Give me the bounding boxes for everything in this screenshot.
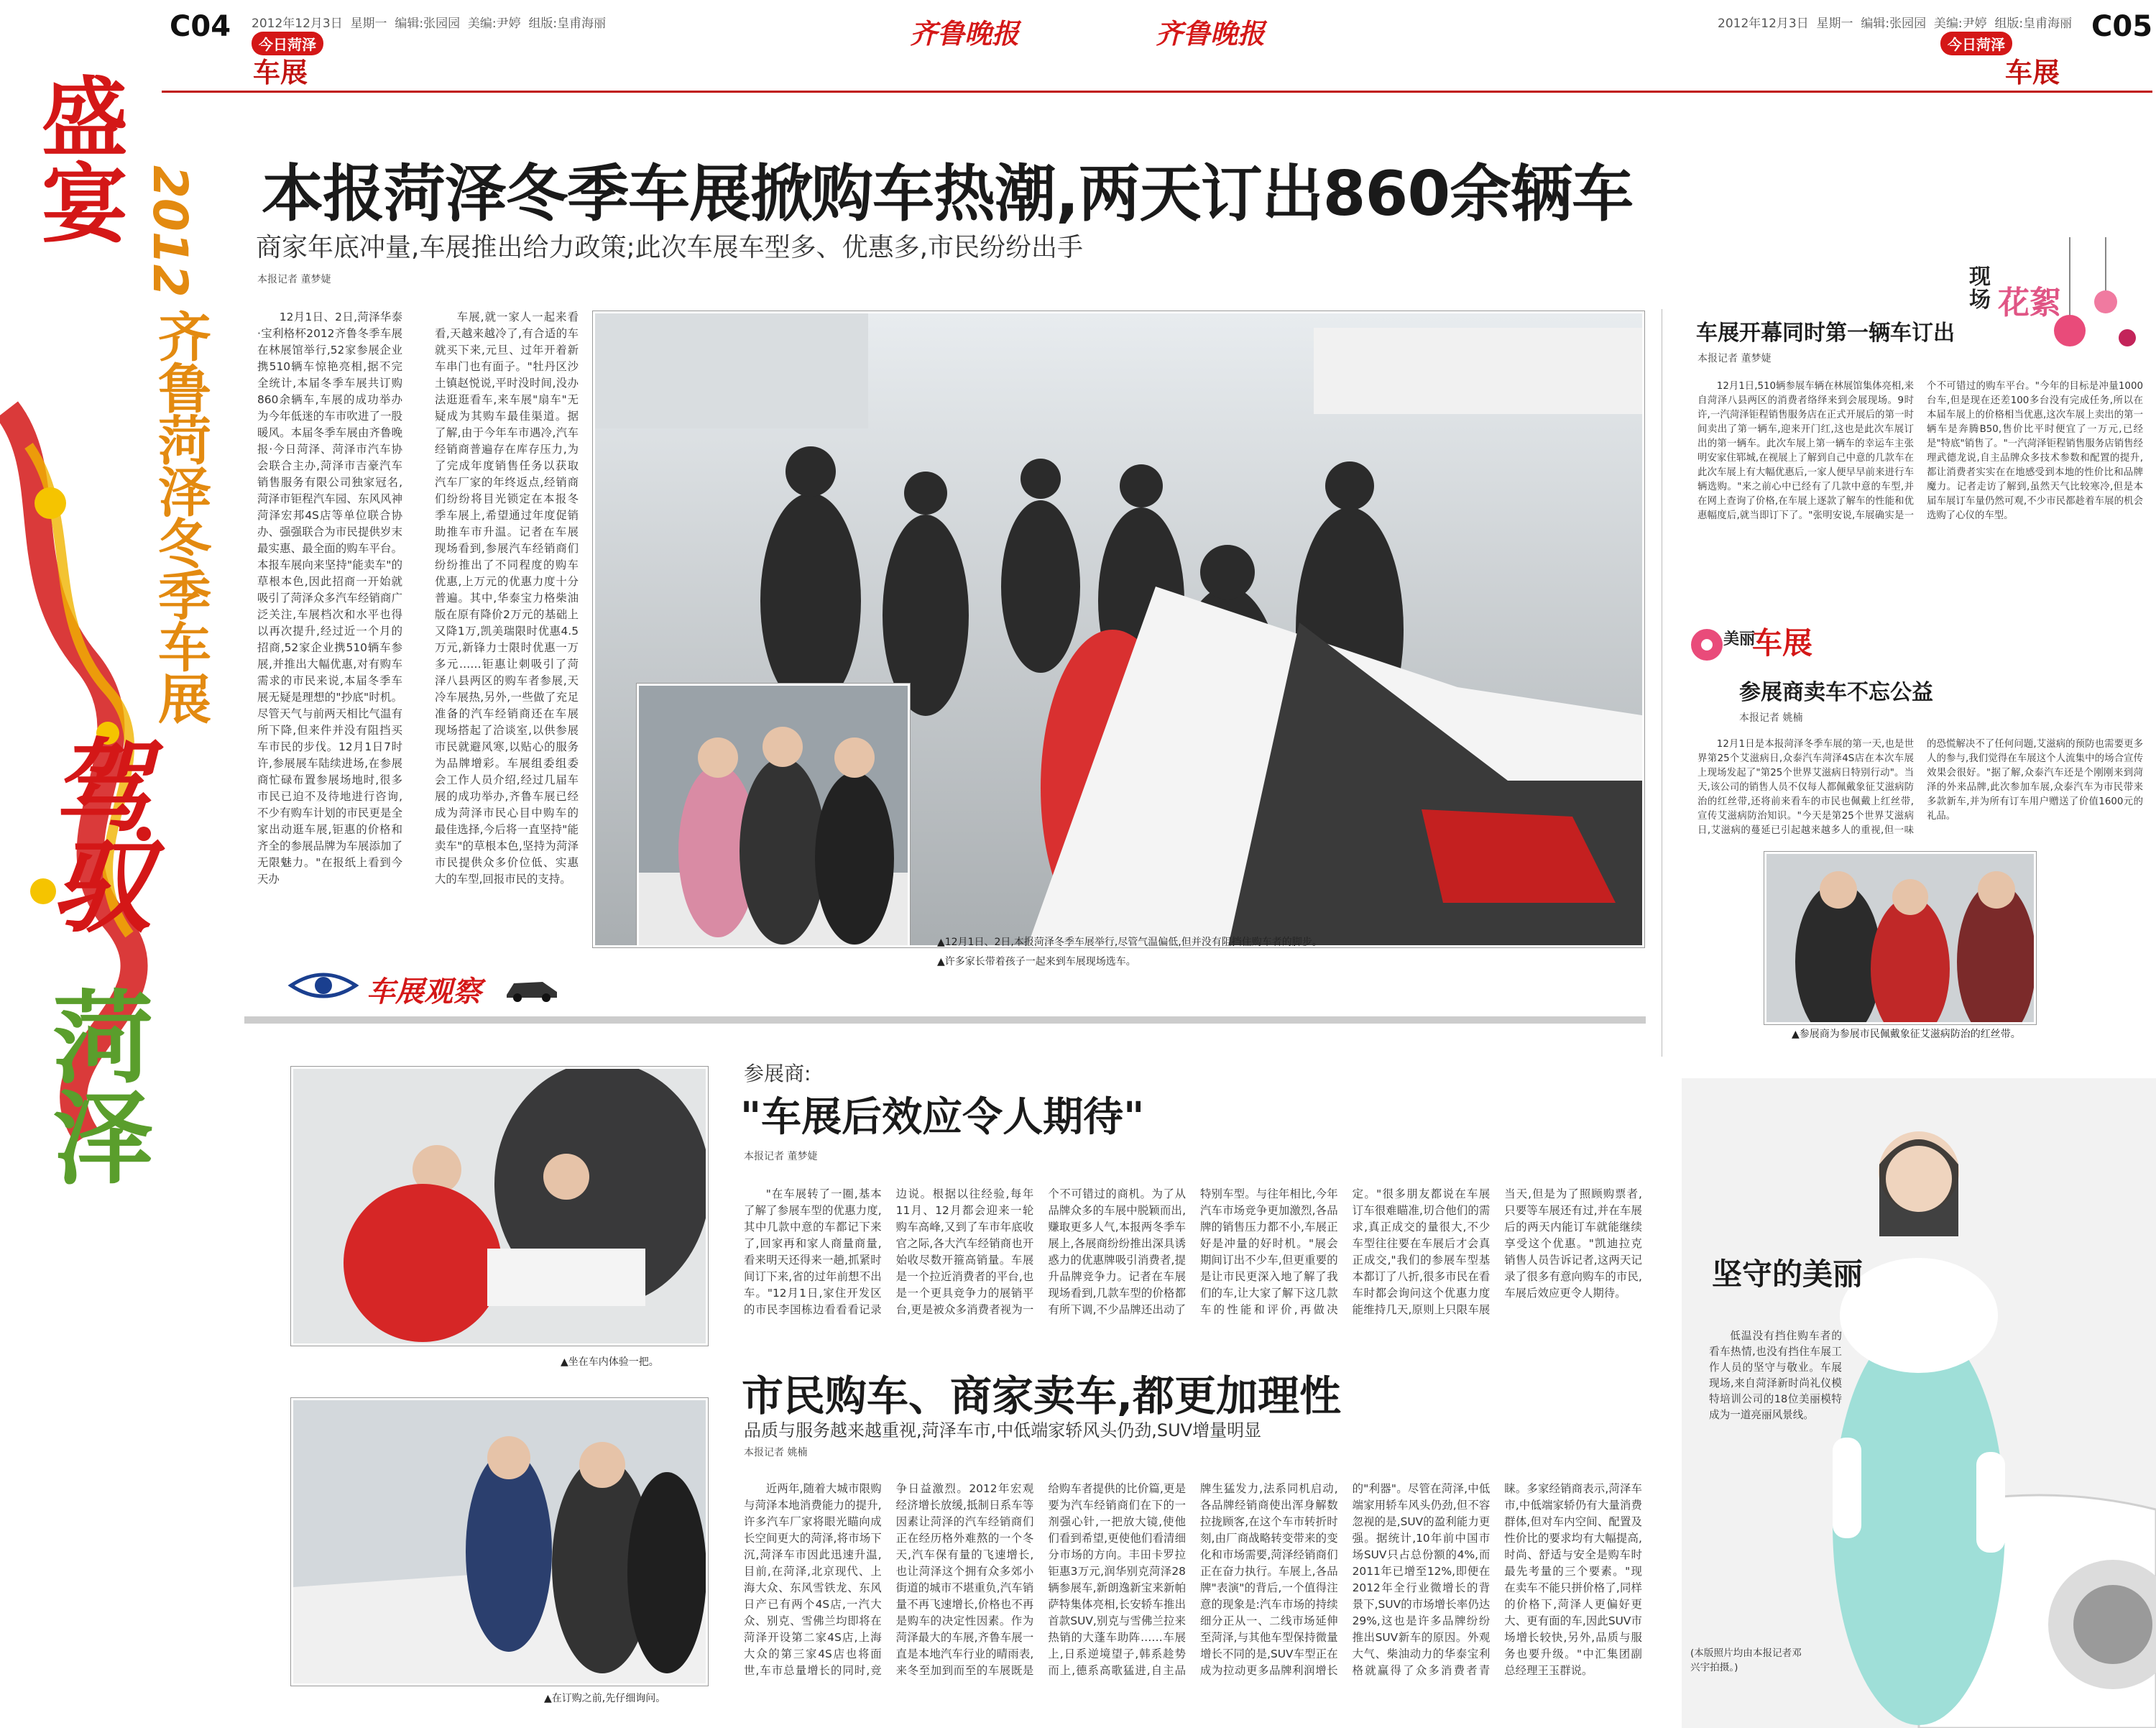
- photo-inquiry-caption: ▲在订购之前,先仔细询问。: [544, 1693, 666, 1704]
- main-photo-caption: ▲12月1日、2日,本报菏泽冬季车展举行,尽管气温偏低,但并没有阻挡住购车者的脚步。: [937, 937, 1322, 948]
- article2-headline: "车展后效应令人期待": [740, 1093, 1145, 1141]
- header-weekday: 星期一: [1816, 17, 1853, 31]
- header-layout: 组版:皇甫海丽: [528, 17, 607, 31]
- sidebar-item1-body: [1697, 380, 2143, 617]
- photo-credit: [1690, 1646, 1805, 1675]
- header-tag-left: 今日菏泽: [252, 32, 323, 55]
- header-layout: 组版:皇甫海丽: [1994, 17, 2073, 31]
- sidebar-label-flower: 花絮: [1998, 285, 2061, 321]
- label-chezhan: 车展: [1752, 625, 1813, 661]
- photo-interior-caption: ▲坐在车内体验一把。: [561, 1356, 659, 1368]
- paragraph: 12月1日、2日,菏泽华泰·宝利格杯2012齐鲁冬季车展在林展馆举行,52家参展企业携510辆车惊艳亮相,据不完全统计,本届冬季车展共订购860余辆车,车展的成功举办为今年低迷的车市吹进了一股暖风。本届冬季车展由齐鲁晚报·今日菏泽、菏泽市汽车协会联合主办,菏泽市吉豪汽车销售服务有限公司独家冠名,菏泽市钜程汽车园、东风风神菏泽宏邦4S店等单位联合协办、强强联合为市民提供岁末最实惠、最全面的购车平台。本报车展向来坚持"能卖车"的草根本色,因此招商一开始就吸引了菏泽众多汽车经销商广泛关注,车展档次和水平也得以再次提升,经过近一个月的招商,52家企业携510辆车参展,并推出大幅优惠,对有购车需求的市民来说,本届冬季车展无疑是理想的"抄底"时机。尽管天气与前两天相比气温有所下降,但来件并没有阻挡买车市民的步伐。12月1日7时许,参展展车陆续进场,在参展商忙碌布置参展场地时,很多市民已迫不及待地进行咨询,不少有购车计划的市民更是全家出动逛车展,钜惠的价格和齐全的参展品牌为车展添加了无限魅力。"在报纸上看到今天办: [257, 311, 402, 886]
- credit-text: (本版照片均由本报记者邓兴宇拍摄。): [1690, 1647, 1802, 1673]
- beauty-text: [1709, 1328, 1842, 1522]
- beauty-title: 坚守的美丽: [1712, 1256, 1864, 1292]
- banner-drive: 驾驭: [34, 733, 152, 934]
- header-editor: 编辑:张园园: [1861, 17, 1927, 31]
- observation-label: 车展观察: [367, 975, 482, 1008]
- banner-event-name: 齐鲁菏泽冬季车展: [149, 309, 211, 723]
- section-divider: [244, 1016, 1646, 1024]
- banner-title-feast: 盛宴: [27, 72, 129, 244]
- paragraph: 低温没有挡住购车者的看车热情,也没有挡住车展工作人员的坚守与敬业。车展现场,来自菏泽新时尚礼仪模特培训公司的18位美丽模特成为一道亮丽风景线。: [1709, 1330, 1842, 1421]
- main-subhead: 商家年底冲量,车展推出给力政策;此次车展车型多、优惠多,市民纷纷出手: [256, 233, 1084, 262]
- page-number-right: C05: [2091, 10, 2153, 43]
- inset-photo-caption: ▲许多家长带着孩子一起来到车展现场选车。: [937, 956, 1136, 968]
- sidebar-item2-body: [1697, 737, 2143, 845]
- sidebar-item2-byline: 本报记者 姚楠: [1739, 712, 1803, 724]
- header-meta-right: [1718, 13, 2072, 31]
- paragraph: 12月1日,510辆参展车辆在林展馆集体亮相,来自菏泽八县两区的消费者络绎来到会展现场。9时许,一汽菏泽钜程销售服务店在正式开展后的第一时间卖出了第一辆车,迎来开门红,这也是此次车展订出的第一辆车。此次车展上第一辆车的幸运车主张明安家住郓城,在视展上了解到自己中意的几款车在此次车展上有大幅优惠后,一家人便早早前来进行车辆选购。"来之前心中已经有了几款中意的车型,并在网上查询了价格,在车展上逐款了解车的性能和优惠幅度后,就当即订下了。"张明安说,车展确实是一个不可错过的购车平台。"今年的目标是冲量1000台车,但是现在还差100多台没有完成任务,所以在本届车展上的价格相当优惠,这次车展上卖出的第一辆车是奔腾B50,售价比平时便宜了一万元,已经是"特底"销售了。"一汽菏泽钜程销售服务店销售经理武德龙说,自主品牌众多技术参数和配置的提升,都让消费者实实在在地感受到本地的性价比和品牌魔力。记者走访了解到,虽然天气比较寒冷,但是本届车展订车量仍然可观,不少市民都趁着车展的机会选购了心仪的车型。: [1697, 381, 2143, 521]
- header-weekday: 星期一: [350, 17, 387, 31]
- paragraph: "在车展转了一圈,基本了解了参展车型的优惠力度,其中几款中意的车都记下来了,回家再和家人商量商量,看来明天还得来一趟,抓紧时间订下来,省的过年前想不出车。"12月1日,家住开发区的市民李国栋边看看看记录边说。根据以往经验,每年11月、12月都会迎来一轮购车高峰,又到了车市年底收官之际,各大汽车经销商也开始收尽数开箍高销量。车展是一个拉近消费者的平台,也是一个更具竞争力的展销平台,更是被众多消费者视为一个不可错过的商机。为了从品牌众多的车展中脱颖而出,赚取更多人气,本报两冬季车展上,各展商纷纷推出深具诱惑力的优惠牌吸引消费者,提升品牌竞争力。记者在车展现场看到,几款车型的价格都有所下调,不少品牌还出动了特别车型。与往年相比,今年汽车市场竞争更加激烈,各品牌的销售压力都不小,车展正好是冲量的好时机。"展会期间订出不少车,但更重要的是让市民更深入地了解了我们的车,让大家了解下这几款车的性能和评价,再做决定。"很多朋友都说在车展订车很难瞄准,切合他们的需求,真正成交的量很大,不少车型往往要在车展后才会真正成交,"我们的参展车型基本都订了八折,很多市民在看车时都会询问这个优惠力度能维持几天,原则上只限车展当天,但是为了照顾购票者,只要等车展还有过,并在车展后的两天内能订车就能继续享受这个优惠。"凯迪拉克销售人员告诉记者,这两天记录了很多有意向购车的市民,车展后效应更令人期待。: [744, 1187, 1642, 1316]
- header-meta-left: [252, 13, 606, 31]
- header-art: 美编:尹婷: [467, 17, 521, 31]
- article3-headline: 市民购车、商家卖车,都更加理性: [742, 1371, 1342, 1420]
- article2-kicker: 参展商:: [744, 1062, 811, 1085]
- car-icon: [503, 973, 561, 1002]
- main-headline: 本报菏泽冬季车展掀购车热潮,两天订出860余辆车: [262, 158, 1634, 230]
- header-art: 美编:尹婷: [1933, 17, 1987, 31]
- masthead-logo-right: 齐鲁晚报: [1156, 17, 1266, 50]
- label-meili: 美丽: [1723, 630, 1756, 648]
- section-title-left: 车展: [253, 57, 308, 88]
- main-byline: 本报记者 董梦婕: [257, 274, 331, 285]
- paragraph: 车展,就一家人一起来看看,天越来越冷了,有合适的车就买下来,元旦、过年开着新车串门也有面子。"牡丹区沙土镇赵悦说,平时没时间,没办法逛逛看车,来车展"扇车"无疑成为其购车最佳渠道。据了解,由于今年车市遇冷,汽车经销商普遍存在库存压力,为了完成年度销售任务以获取汽车厂家的年终返点,经销商们纷纷将目光锁定在本报冬季车展上,希望通过年度促销助推车市升温。记者在车展现场看到,参展汽车经销商们纷纷推出了不同程度的购车优惠,上万元的优惠力度十分普遍。其中,华泰宝力格柴油版在原有降价2万元的基础上又降1万,凯美瑞限时优惠4.5万元,新锋力士限时优惠一万多元……钜惠让刺吸引了菏泽八县两区的购车者参展,天冷车展热,另外,一些做了充足准备的汽车经销商还在车展现场搭起了洽谈室,以供参展市民就避风寒,以贴心的服务为品牌增彩。车展组委组委会工作人员介绍,经过几届车展的成功举办,齐鲁车展已经成为菏泽市民心目中购车的最佳选择,今后将一直坚持"能卖车"的草根本色,坚持为菏泽市民提供众多价位低、实惠大的车型,回报市民的支持。: [435, 311, 579, 886]
- eye-icon: [287, 968, 359, 1003]
- main-photo-crowd: [593, 311, 1644, 947]
- paragraph: 近两年,随着大城市限购与菏泽本地消费能力的提升,许多汽车厂家将眼光瞄向成长空间更大的菏泽,将市场下沉,菏泽车市因此迅速升温,目前,在菏泽,北京现代、上海大众、东风雪铁龙、东风日产已有两个4S店,一汽大众、别克、雪佛兰均即将在菏泽开设第二家4S店,上海大众的第三家4S店也将面世,车市总量增长的同时,竞争日益激烈。2012年宏观经济增长放缓,抵制日系车等因素让菏泽的汽车经销商们正在经历格外难熬的一个冬天,汽车保有量的飞速增长,也让菏泽这个拥有众多郊小街道的城市不堪重负,汽车销量不再飞速增长,价格也不再是购车的决定性因素。作为菏泽最大的车展,齐鲁车展一直是本地汽车行业的晴雨表,来冬至加到而至的车展既是给购车者提供的比价篇,更是要为汽车经销商们在下的一剂强心针,一把放大镜,使他们看到希望,更使他们看清细分市场的方向。丰田卡罗拉钜惠3万元,润华别克菏泽28辆参展车,新朗逸新宝来新帕萨特集体亮相,长安轿车推出首款SUV,别克与雪佛兰拉来热销的大蓬车助阵……车展上,日系逆境望子,韩系趁势而上,德系高歌猛进,自主品牌生猛发力,法系同机启动,各品牌经销商使出浑身解数拉拢顾客,在这个车市转折时刻,由厂商战略转变带来的变化和市场需要,菏泽经销商们正在奋力执行。车展上,各品牌"表演"的背后,一个值得注意的现象是:汽车市场的持续细分正从一、二线市场延伸至菏泽,与其他车型保持微量增长不同的是,SUV车型正在成为拉动更多品牌利润增长的"利器"。尽管在菏泽,中低端家用轿车风头仍劲,但不容忽视的是,SUV的盈利能力更强。据统计,10年前中国市场SUV只占总份额的4%,而2011年已增至12%,即便在2012年全行业微增长的背景下,SUV的市场增长率仍达29%,这也是许多品牌纷纷推出SUV新车的原因。外观大气、柴油动力的华泰宝利格就赢得了众多消费者青睐。多家经销商表示,菏泽车市,中低端家轿仍有大量消费群体,但对车内空间、配置及性价比的要求均有大幅提高,时尚、舒适与安全是购车时最先考量的三个要素。"现在卖车不能只拼价格了,同样的价格下,菏泽人更偏好更大、更有面的车,因此SUV市场增长较快,另外,品质与服务也要升级。"中汇集团副总经理王玉群说。: [744, 1482, 1642, 1677]
- photo-car-interior: [291, 1067, 708, 1346]
- section-title-right: 车展: [2005, 57, 2060, 88]
- article3-byline: 本报记者 姚楠: [744, 1447, 808, 1458]
- sidebar-item2-title: 参展商卖车不忘公益: [1739, 680, 1933, 705]
- article2-body: [744, 1186, 1642, 1350]
- photo-car-inquiry: [291, 1398, 708, 1686]
- sidebar-item1-byline: 本报记者 董梦婕: [1697, 353, 1772, 364]
- header-date: 2012年12月3日: [1718, 17, 1809, 31]
- ribbon-photo-graphic: [1766, 854, 2036, 1024]
- family-photo-graphic: [639, 686, 910, 947]
- header-editor: 编辑:张园园: [395, 17, 461, 31]
- main-body-col1: [257, 309, 402, 934]
- paragraph: 12月1日是本报菏泽冬季车展的第一天,也是世界第25个艾滋病日,众泰汽车菏泽4S店在本次车展上现场发起了"第25个世界艾滋病日特别行动"。当天,该公司的销售人员不仅每人都佩戴象征艾滋病防治的红丝带,还将前来看车的市民也佩戴上红丝带,宣传艾滋病防治知识。"今天是第25个世界艾滋病日,艾滋病的蔓延已引起越来越多人的重视,但一味的恐慌解决不了任何问题,艾滋病的预防也需要更多人的参与,我们觉得在车展这个人流集中的场合宣传效果会很好。"据了解,众泰汽车还是个刚刚来到菏泽的外来品牌,此次参加车展,众泰汽车为市民带来多款新车,并为所有订车用户赠送了价值1600元的礼品。: [1697, 739, 2143, 836]
- masthead-logo-left: 齐鲁晚报: [910, 17, 1020, 50]
- article3-body: [744, 1481, 1642, 1718]
- inset-photo-family: [637, 684, 910, 947]
- inquiry-photo-graphic: [293, 1400, 708, 1686]
- photo-red-ribbon: [1764, 852, 2036, 1024]
- sidebar-item1-title: 车展开幕同时第一辆车订出: [1696, 321, 1955, 346]
- side-banner: [0, 72, 216, 1728]
- header-rule: [162, 91, 2152, 93]
- observation-tag: [287, 963, 589, 1006]
- header-date: 2012年12月3日: [252, 17, 343, 31]
- banner-heze: 菏泽: [36, 985, 154, 1186]
- interior-photo-graphic: [293, 1069, 708, 1346]
- header-tag-right: 今日菏泽: [1940, 32, 2012, 55]
- main-body-col2: [435, 309, 579, 934]
- article3-subhead: 品质与服务越来越重视,菏泽车市,中低端家轿风头仍劲,SUV增量明显: [744, 1420, 1262, 1440]
- page-number-left: C04: [170, 10, 231, 43]
- banner-year: 2012: [142, 165, 198, 298]
- sidebar-label-scene: 现场: [1969, 265, 1991, 313]
- photo-ribbon-caption: ▲参展商为参展市民佩戴象征艾滋病防治的红丝带。: [1792, 1029, 2021, 1040]
- sidebar-beautiful-badge: [1682, 620, 1912, 677]
- article2-byline: 本报记者 董梦婕: [744, 1151, 818, 1162]
